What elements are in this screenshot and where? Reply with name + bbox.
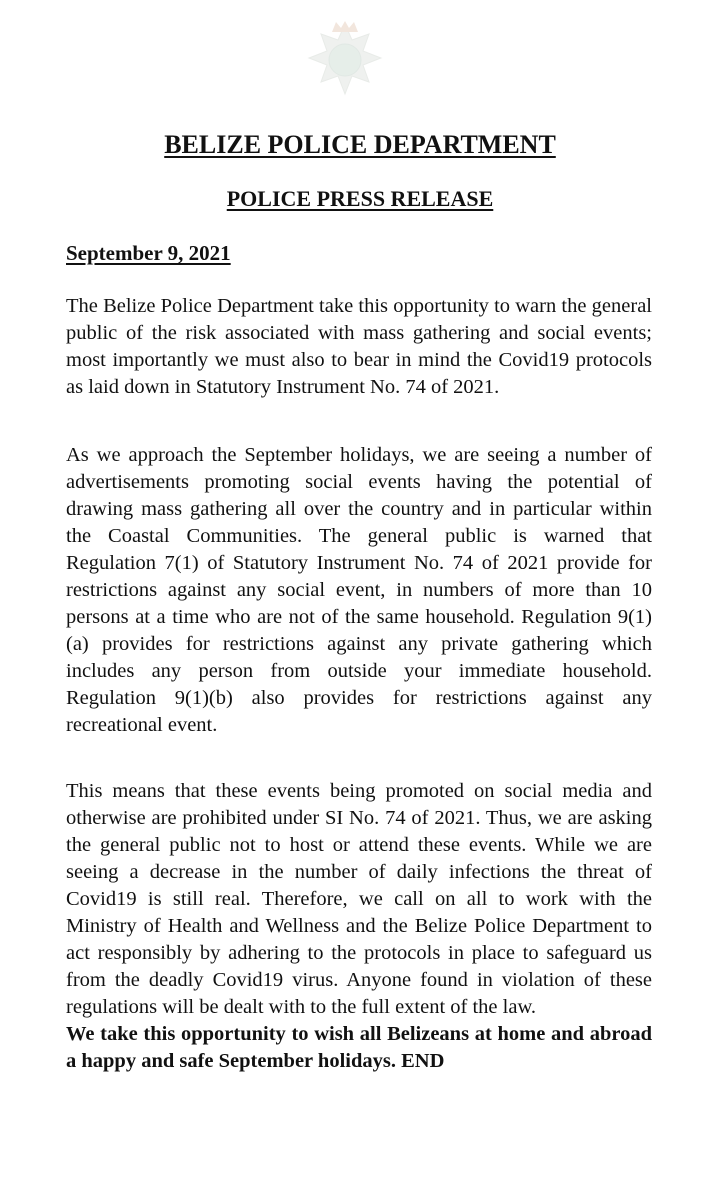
organization-title: BELIZE POLICE DEPARTMENT: [164, 130, 556, 159]
paragraph-3-block: [66, 778, 652, 1075]
document-type-title: POLICE PRESS RELEASE: [226, 186, 494, 211]
release-date: September 9, 2021: [66, 241, 231, 265]
closing-statement: We take this opportunity to wish all Belizeans at home and abroad a happy and safe September holidays. END: [66, 1023, 652, 1072]
paragraph-2: As we approach the September holidays, we are seeing a number of advertisements promoting social events having the potential of drawing mass gathering all over the country and in particular within the Coastal Communities. The general public is warned that Regulation 7(1) of Statutory Instrument No. 74 of 2021 provide for restrictions against any social event, in numbers of more than 10 persons at a time who are not of the same household. Regulation 9(1)(a) provides for restrictions against any private gathering which includes any person from outside your immediate household. Regulation 9(1)(b) also provides for restrictions against any recreational event.: [66, 444, 652, 736]
police-star-badge-icon: [305, 14, 385, 98]
paragraph-1: The Belize Police Department take this opportunity to warn the general public of the risk associated with mass gathering and social events; most importantly we must also to bear in mind the Covid19 protocols as laid down in Statutory Instrument No. 74 of 2021.: [66, 295, 652, 398]
paragraph-3: This means that these events being promoted on social media and otherwise are prohibited under SI No. 74 of 2021. Thus, we are asking the general public not to host or attend these events. While we are seeing a decrease in the number of daily infections the threat of Covid19 is still real. Therefore, we call on all to work with the Ministry of Health and Wellness and the Belize Police Department to act responsibly by adhering to the protocols in place to safeguard us from the deadly Covid19 virus. Anyone found in violation of these regulations will be dealt with to the full extent of the law.: [66, 780, 652, 1018]
